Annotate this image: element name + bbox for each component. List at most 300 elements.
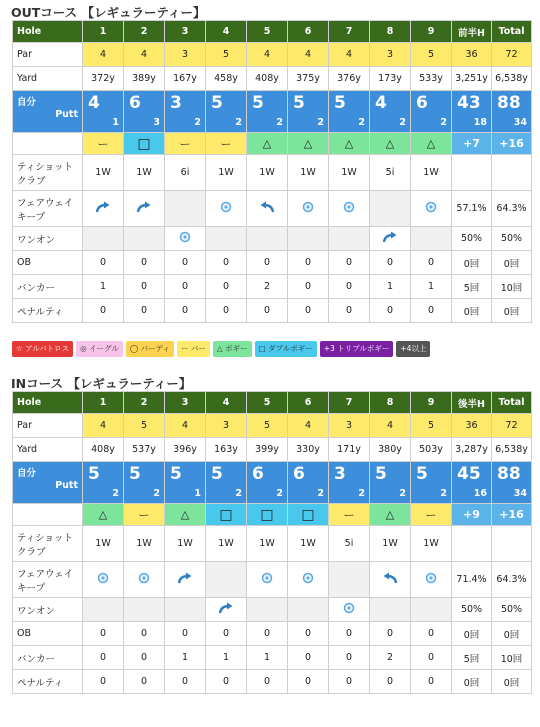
bunker-cell: 0 (165, 275, 206, 299)
bunker-row (13, 275, 532, 299)
one-on-cell: 50% (492, 598, 532, 622)
tee-club-cell: 6i (165, 155, 206, 191)
tee-club-cell (492, 526, 532, 562)
score-value: 4 (88, 93, 100, 113)
bunker-label: バンカー (13, 646, 83, 670)
tee-club-cell: 1W (329, 155, 370, 191)
penalty-cell: 0 (329, 299, 370, 323)
yard-label: Yard (13, 438, 83, 462)
ob-cell: 0回 (452, 251, 492, 275)
bogey-triangle-icon: △ (180, 508, 190, 521)
result-par-cell (206, 133, 247, 155)
yard-cell: 167y (165, 67, 206, 91)
one-on-cell (329, 598, 370, 622)
tee-club-cell: 1W (124, 526, 165, 562)
putt-value: 3 (153, 117, 160, 128)
hole-number: 7 (329, 392, 370, 414)
double-bogey-square-icon: □ (301, 506, 315, 523)
tee-club-cell: 1W (247, 526, 288, 562)
tee-club-cell: 1W (247, 155, 288, 191)
result-bogey-cell (165, 504, 206, 526)
bunker-cell: 5回 (452, 646, 492, 670)
yard-cell: 6,538y (492, 67, 532, 91)
fairway-hit-icon (97, 572, 109, 584)
tee-club-cell: 5i (329, 526, 370, 562)
score-cell (452, 462, 492, 504)
fairway-keep-cell (165, 562, 206, 598)
par-cell: 5 (411, 43, 452, 67)
fairway-keep-cell (329, 191, 370, 227)
score-cell (165, 462, 206, 504)
one-on-cell (411, 227, 452, 251)
result-dbogey-cell (206, 504, 247, 526)
ob-cell: 0 (165, 251, 206, 275)
score-value: 6 (129, 93, 141, 113)
in-scorecard-table (12, 391, 532, 694)
result-summary-cell: +16 (492, 133, 532, 155)
score-value: 3 (170, 93, 182, 113)
ob-cell: 0回 (492, 622, 532, 646)
ob-cell: 0 (411, 251, 452, 275)
yard-cell: 6,538y (492, 438, 532, 462)
fairway-keep-cell (247, 191, 288, 227)
fairway-keep-label: フェアウェイ キープ (13, 562, 83, 598)
penalty-cell: 0 (206, 299, 247, 323)
fairway-keep-cell: 64.3% (492, 191, 532, 227)
score-legend (12, 341, 540, 357)
hole-number: 4 (206, 392, 247, 414)
penalty-cell: 0回 (492, 299, 532, 323)
hole-number: 6 (288, 21, 329, 43)
par-cell: 72 (492, 414, 532, 438)
ob-cell: 0 (247, 251, 288, 275)
putt-value: 2 (194, 117, 201, 128)
one-on-cell: 50% (452, 598, 492, 622)
putt-value: 2 (440, 117, 447, 128)
ob-cell: 0 (124, 622, 165, 646)
ob-cell: 0 (329, 251, 370, 275)
score-value: 6 (252, 464, 264, 484)
ob-label: OB (13, 251, 83, 275)
ob-row (13, 622, 532, 646)
fairway-keep-cell (124, 562, 165, 598)
fairway-keep-cell (288, 562, 329, 598)
tee-club-row (13, 155, 532, 191)
penalty-cell: 0 (83, 299, 124, 323)
par-cell: 4 (165, 414, 206, 438)
penalty-cell: 0 (329, 670, 370, 694)
par-cell: 3 (370, 43, 411, 67)
par-cell: 3 (329, 414, 370, 438)
ob-cell: 0回 (492, 251, 532, 275)
result-bogey-cell (247, 133, 288, 155)
penalty-cell: 0 (124, 299, 165, 323)
tee-club-cell: 1W (165, 526, 206, 562)
tee-club-cell (452, 526, 492, 562)
score-cell (411, 462, 452, 504)
miss-right-arrow-icon (177, 572, 193, 584)
yard-cell: 173y (370, 67, 411, 91)
putt-value: 2 (317, 117, 324, 128)
yard-cell: 537y (124, 438, 165, 462)
tee-club-cell: 1W (83, 155, 124, 191)
result-par-cell (124, 504, 165, 526)
ob-cell: 0 (83, 622, 124, 646)
score-label: 自分 (17, 468, 37, 479)
ob-cell: 0 (370, 251, 411, 275)
score-cell (329, 462, 370, 504)
fairway-keep-cell (83, 191, 124, 227)
score-cell (206, 91, 247, 133)
legend-item: □ ダブルボギー (255, 341, 317, 357)
fairway-hit-icon (138, 572, 150, 584)
penalty-cell: 0 (165, 299, 206, 323)
putt-value: 2 (235, 488, 242, 499)
penalty-cell: 0 (124, 670, 165, 694)
yard-cell: 408y (247, 67, 288, 91)
penalty-cell: 0 (370, 670, 411, 694)
bunker-cell: 1 (411, 275, 452, 299)
score-value: 3 (334, 464, 346, 484)
result-bogey-cell (370, 504, 411, 526)
result-summary-cell: +7 (452, 133, 492, 155)
yard-cell: 376y (329, 67, 370, 91)
putt-value: 2 (440, 488, 447, 499)
bogey-triangle-icon: △ (385, 508, 395, 521)
one-on-cell (370, 598, 411, 622)
par-row (13, 414, 532, 438)
legend-item: ー バー (177, 341, 210, 357)
result-dbogey-cell (124, 133, 165, 155)
hole-number: 2 (124, 21, 165, 43)
fairway-hit-icon (425, 572, 437, 584)
one-on-cell: 50% (492, 227, 532, 251)
fairway-keep-cell (165, 191, 206, 227)
bunker-cell: 10回 (492, 646, 532, 670)
bunker-cell: 0 (83, 646, 124, 670)
fairway-keep-row (13, 562, 532, 598)
penalty-row (13, 670, 532, 694)
hole-number: 5 (247, 392, 288, 414)
hole-label: Hole (13, 21, 83, 43)
score-value: 88 (497, 93, 521, 113)
bunker-cell: 0 (411, 646, 452, 670)
yard-cell: 330y (288, 438, 329, 462)
result-dbogey-cell (247, 504, 288, 526)
hole-label: Hole (13, 392, 83, 414)
putt-value: 2 (358, 117, 365, 128)
ob-cell: 0 (247, 622, 288, 646)
hole-number: 9 (411, 21, 452, 43)
yard-cell: 3,287y (452, 438, 492, 462)
score-label-cell (13, 462, 83, 504)
yard-cell: 533y (411, 67, 452, 91)
par-dash-icon: ー (179, 137, 191, 151)
tee-club-cell: 1W (124, 155, 165, 191)
par-label: Par (13, 43, 83, 67)
par-cell: 36 (452, 414, 492, 438)
yard-cell: 389y (124, 67, 165, 91)
bogey-triangle-icon: △ (262, 137, 272, 150)
yard-cell: 163y (206, 438, 247, 462)
penalty-label: ペナルティ (13, 299, 83, 323)
result-bogey-cell (83, 504, 124, 526)
bogey-triangle-icon: △ (344, 137, 354, 150)
one-on-cell (411, 598, 452, 622)
fairway-hit-icon (425, 201, 437, 213)
score-cell (165, 91, 206, 133)
bogey-triangle-icon: △ (426, 137, 436, 150)
putt-value: 2 (276, 488, 283, 499)
miss-right-arrow-icon (382, 231, 398, 243)
ob-label: OB (13, 622, 83, 646)
fairway-keep-cell: 71.4% (452, 562, 492, 598)
bogey-triangle-icon: △ (303, 137, 313, 150)
one-on-cell (165, 227, 206, 251)
putt-value: 16 (473, 488, 487, 499)
score-label: 自分 (17, 97, 37, 108)
par-cell: 36 (452, 43, 492, 67)
hole-number: 4 (206, 21, 247, 43)
yard-cell: 372y (83, 67, 124, 91)
tee-club-cell (452, 155, 492, 191)
score-cell (492, 91, 532, 133)
tee-club-cell: 1W (206, 526, 247, 562)
penalty-cell: 0 (206, 670, 247, 694)
ob-cell: 0回 (452, 622, 492, 646)
par-cell: 4 (370, 414, 411, 438)
one-on-cell (83, 227, 124, 251)
putt-value: 2 (358, 488, 365, 499)
result-bogey-cell (329, 133, 370, 155)
yard-row (13, 67, 532, 91)
one-on-cell (206, 598, 247, 622)
penalty-cell: 0 (288, 670, 329, 694)
one-on-row (13, 227, 532, 251)
fairway-keep-cell (370, 191, 411, 227)
par-cell: 72 (492, 43, 532, 67)
fairway-hit-icon (343, 602, 355, 614)
bunker-cell: 1 (165, 646, 206, 670)
ob-cell: 0 (206, 622, 247, 646)
par-cell: 4 (288, 43, 329, 67)
par-cell: 5 (247, 414, 288, 438)
result-label (13, 504, 83, 526)
result-row (13, 504, 532, 526)
par-cell: 4 (247, 43, 288, 67)
fairway-keep-cell: 57.1% (452, 191, 492, 227)
bunker-cell: 2 (247, 275, 288, 299)
putt-label: Putt (55, 109, 78, 120)
ob-cell: 0 (83, 251, 124, 275)
fairway-hit-icon (343, 201, 355, 213)
yard-cell: 375y (288, 67, 329, 91)
tee-club-cell: 1W (83, 526, 124, 562)
penalty-cell: 0回 (492, 670, 532, 694)
score-value: 5 (252, 93, 264, 113)
fairway-keep-cell (124, 191, 165, 227)
par-cell: 4 (83, 414, 124, 438)
one-on-label: ワンオン (13, 227, 83, 251)
bunker-cell: 1 (83, 275, 124, 299)
fairway-keep-cell: 64.3% (492, 562, 532, 598)
one-on-cell (329, 227, 370, 251)
ob-cell: 0 (329, 622, 370, 646)
legend-item: △ ボギー (213, 341, 252, 357)
tee-club-cell: 1W (370, 526, 411, 562)
bunker-cell: 10回 (492, 275, 532, 299)
par-cell: 5 (124, 414, 165, 438)
hole-number: 1 (83, 392, 124, 414)
hole-number: 7 (329, 21, 370, 43)
bunker-cell: 0 (329, 275, 370, 299)
par-cell: 3 (165, 43, 206, 67)
bunker-cell: 0 (124, 646, 165, 670)
yard-row (13, 438, 532, 462)
penalty-cell: 0 (288, 299, 329, 323)
par-cell: 3 (206, 414, 247, 438)
hole-number: 後半H (452, 392, 492, 414)
penalty-row (13, 299, 532, 323)
ob-row (13, 251, 532, 275)
in-course-title: INコース 【レギュラーティー】 (11, 376, 192, 391)
fairway-hit-icon (261, 572, 273, 584)
putt-value: 2 (153, 488, 160, 499)
out-course-title: OUTコース 【レギュラーティー】 (11, 5, 206, 20)
score-value: 6 (416, 93, 428, 113)
result-par-cell (83, 133, 124, 155)
fairway-keep-label: フェアウェイ キープ (13, 191, 83, 227)
penalty-cell: 0 (165, 670, 206, 694)
result-par-cell (411, 504, 452, 526)
par-dash-icon: ー (425, 508, 437, 522)
result-summary-cell: +9 (452, 504, 492, 526)
par-dash-icon: ー (343, 508, 355, 522)
score-value: 5 (211, 464, 223, 484)
one-on-cell (247, 598, 288, 622)
bogey-triangle-icon: △ (385, 137, 395, 150)
penalty-label: ペナルティ (13, 670, 83, 694)
one-on-cell (124, 598, 165, 622)
score-cell (247, 91, 288, 133)
one-on-cell (124, 227, 165, 251)
one-on-cell (83, 598, 124, 622)
bunker-cell: 1 (247, 646, 288, 670)
par-row (13, 43, 532, 67)
one-on-cell (288, 598, 329, 622)
putt-value: 1 (112, 117, 119, 128)
result-bogey-cell (370, 133, 411, 155)
ob-cell: 0 (411, 622, 452, 646)
hole-number: 5 (247, 21, 288, 43)
ob-cell: 0 (165, 622, 206, 646)
putt-value: 2 (112, 488, 119, 499)
putt-value: 18 (473, 117, 487, 128)
legend-item: ☆ アルバトロス (12, 341, 73, 357)
one-on-cell: 50% (452, 227, 492, 251)
bunker-cell: 2 (370, 646, 411, 670)
par-label: Par (13, 414, 83, 438)
penalty-cell: 0 (83, 670, 124, 694)
score-cell (124, 91, 165, 133)
ob-cell: 0 (370, 622, 411, 646)
score-value: 5 (293, 93, 305, 113)
hole-number: 3 (165, 392, 206, 414)
penalty-cell: 0回 (452, 670, 492, 694)
par-dash-icon: ー (138, 508, 150, 522)
yard-cell: 503y (411, 438, 452, 462)
penalty-cell: 0 (247, 670, 288, 694)
result-bogey-cell (288, 133, 329, 155)
bunker-cell: 1 (206, 646, 247, 670)
result-summary-cell: +16 (492, 504, 532, 526)
miss-right-arrow-icon (218, 602, 234, 614)
score-cell (329, 91, 370, 133)
score-cell (206, 462, 247, 504)
bunker-cell: 1 (370, 275, 411, 299)
ob-cell: 0 (288, 251, 329, 275)
score-value: 5 (416, 464, 428, 484)
yard-cell: 458y (206, 67, 247, 91)
score-value: 43 (457, 93, 481, 113)
score-row (13, 462, 532, 504)
fairway-hit-icon (179, 231, 191, 243)
par-cell: 4 (288, 414, 329, 438)
score-cell (83, 462, 124, 504)
fairway-keep-cell (370, 562, 411, 598)
par-cell: 5 (206, 43, 247, 67)
score-cell (370, 462, 411, 504)
putt-value: 2 (276, 117, 283, 128)
bunker-cell: 5回 (452, 275, 492, 299)
putt-value: 34 (513, 117, 527, 128)
hole-number: Total (492, 392, 532, 414)
putt-value: 2 (399, 488, 406, 499)
tee-club-cell: 1W (288, 526, 329, 562)
penalty-cell: 0 (247, 299, 288, 323)
bunker-cell: 0 (329, 646, 370, 670)
legend-item: +4以上 (396, 341, 430, 357)
result-par-cell (165, 133, 206, 155)
tee-club-cell: 1W (288, 155, 329, 191)
putt-value: 1 (194, 488, 201, 499)
putt-label: Putt (55, 480, 78, 491)
yard-cell: 171y (329, 438, 370, 462)
tee-club-label: ティショット クラブ (13, 526, 83, 562)
tee-club-row (13, 526, 532, 562)
yard-label: Yard (13, 67, 83, 91)
yard-cell: 399y (247, 438, 288, 462)
ob-cell: 0 (288, 622, 329, 646)
hole-number: 9 (411, 392, 452, 414)
hole-number: 8 (370, 392, 411, 414)
par-dash-icon: ー (97, 137, 109, 151)
score-cell (288, 462, 329, 504)
score-cell (247, 462, 288, 504)
bogey-triangle-icon: △ (98, 508, 108, 521)
tee-club-label: ティショット クラブ (13, 155, 83, 191)
fairway-keep-cell (411, 562, 452, 598)
double-bogey-square-icon: □ (137, 135, 151, 152)
tee-club-cell: 5i (370, 155, 411, 191)
tee-club-cell (492, 155, 532, 191)
ob-cell: 0 (206, 251, 247, 275)
penalty-cell: 0 (411, 670, 452, 694)
score-cell (370, 91, 411, 133)
putt-value: 34 (513, 488, 527, 499)
par-dash-icon: ー (220, 137, 232, 151)
double-bogey-square-icon: □ (219, 506, 233, 523)
